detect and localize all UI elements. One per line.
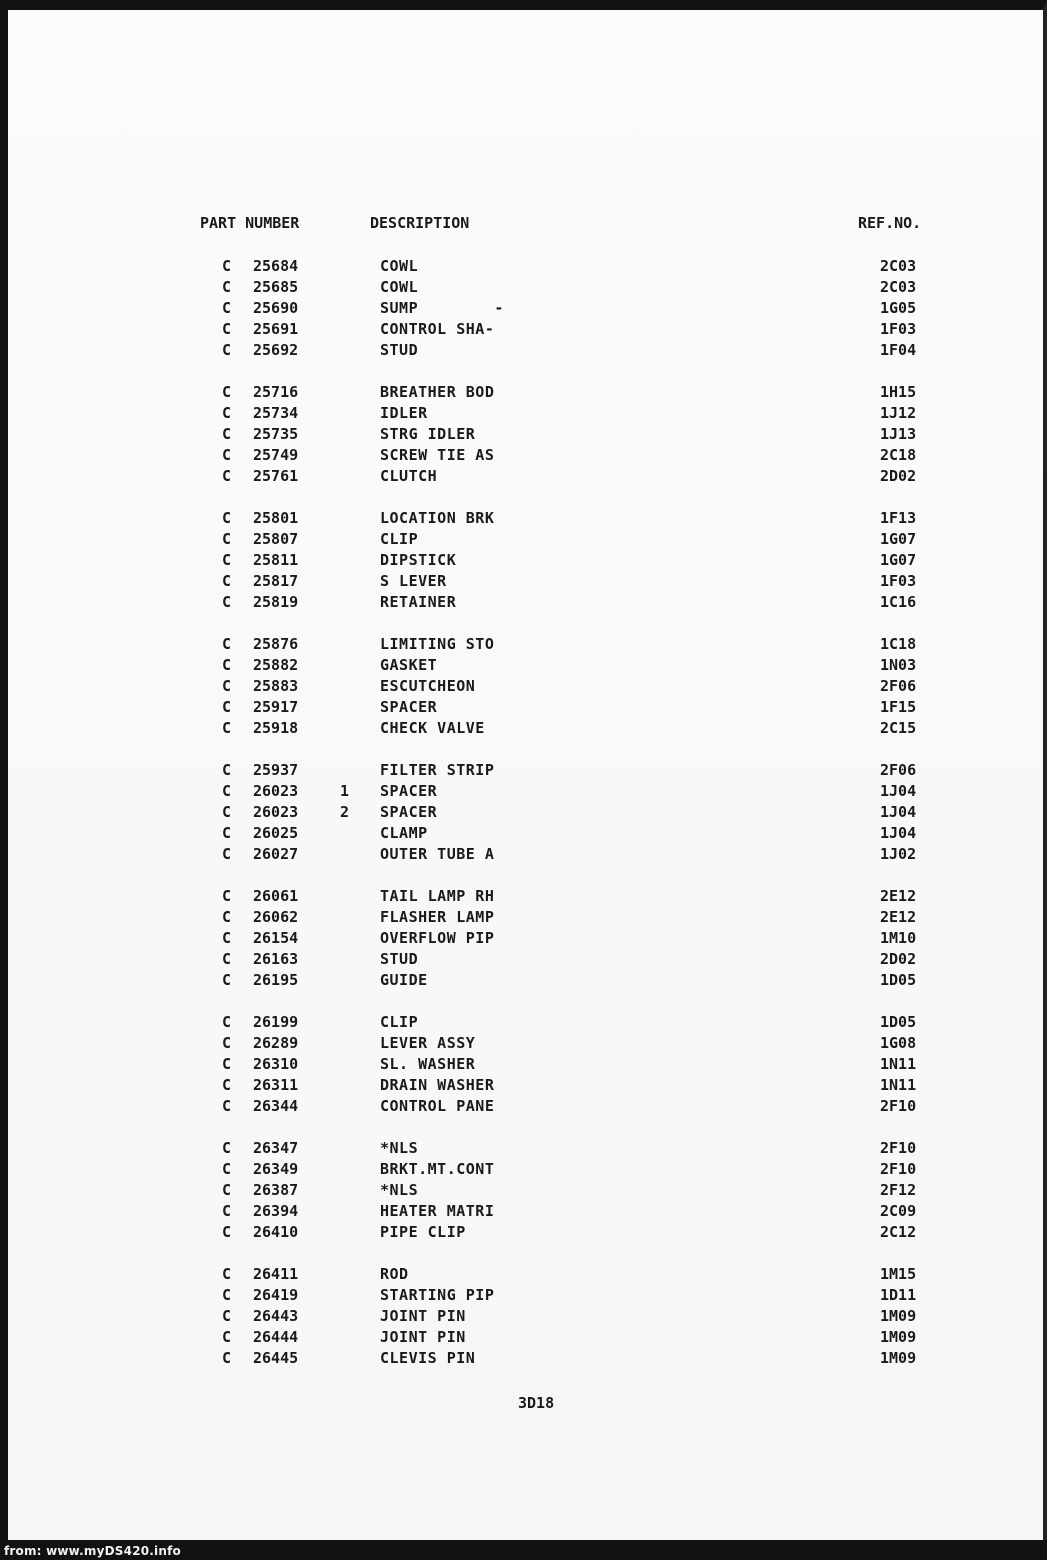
- part-number: 25685: [253, 278, 299, 296]
- part-description: SPACER: [380, 698, 438, 716]
- part-number: 26411: [253, 1265, 299, 1283]
- part-ref-no: 2F10: [880, 1139, 917, 1157]
- part-description: SPACER: [380, 803, 438, 821]
- part-description: STUD: [380, 341, 419, 359]
- table-row: [8, 1306, 1047, 1327]
- part-ref-no: 1J12: [880, 404, 917, 422]
- part-description: *NLS: [380, 1181, 419, 1199]
- table-row: [8, 802, 1047, 823]
- part-prefix: C: [222, 467, 232, 485]
- part-description: *NLS: [380, 1139, 419, 1157]
- part-ref-no: 1F04: [880, 341, 917, 359]
- part-prefix: C: [222, 1286, 232, 1304]
- table-row: [8, 907, 1047, 928]
- part-number: 25692: [253, 341, 299, 359]
- part-prefix: C: [222, 719, 232, 737]
- table-row: [8, 1075, 1047, 1096]
- part-description: PIPE CLIP: [380, 1223, 466, 1241]
- part-ref-no: 1M09: [880, 1349, 917, 1367]
- part-ref-no: 2F10: [880, 1097, 917, 1115]
- part-prefix: C: [222, 1139, 232, 1157]
- page-number: 3D18: [518, 1394, 555, 1412]
- part-number: 26311: [253, 1076, 299, 1094]
- part-number: 25937: [253, 761, 299, 779]
- table-row: [8, 1054, 1047, 1075]
- table-row: [8, 1285, 1047, 1306]
- table-row: [8, 298, 1047, 319]
- part-ref-no: 2C12: [880, 1223, 917, 1241]
- part-prefix: C: [222, 971, 232, 989]
- part-ref-no: 1F13: [880, 509, 917, 527]
- part-prefix: C: [222, 299, 232, 317]
- part-prefix: C: [222, 1181, 232, 1199]
- part-prefix: C: [222, 1202, 232, 1220]
- table-row: [8, 403, 1047, 424]
- part-ref-no: 2E12: [880, 908, 917, 926]
- part-number: 25684: [253, 257, 299, 275]
- part-prefix: C: [222, 1265, 232, 1283]
- table-row: [8, 1033, 1047, 1054]
- part-number: 26289: [253, 1034, 299, 1052]
- part-prefix: C: [222, 845, 232, 863]
- part-description: HEATER MATRI: [380, 1202, 495, 1220]
- part-description: BRKT.MT.CONT: [380, 1160, 495, 1178]
- part-number: 25801: [253, 509, 299, 527]
- part-prefix: C: [222, 446, 232, 464]
- part-number: 26410: [253, 1223, 299, 1241]
- part-ref-no: 1C16: [880, 593, 917, 611]
- part-number: 26023: [253, 803, 299, 821]
- part-prefix: C: [222, 320, 232, 338]
- part-prefix: C: [222, 1307, 232, 1325]
- part-description: LEVER ASSY: [380, 1034, 476, 1052]
- part-number: 26419: [253, 1286, 299, 1304]
- table-row: [8, 886, 1047, 907]
- part-description: GASKET: [380, 656, 438, 674]
- part-prefix: C: [222, 1349, 232, 1367]
- table-row: [8, 592, 1047, 613]
- part-prefix: C: [222, 1055, 232, 1073]
- part-prefix: C: [222, 698, 232, 716]
- part-ref-no: 1J13: [880, 425, 917, 443]
- part-prefix: C: [222, 677, 232, 695]
- part-number: 26199: [253, 1013, 299, 1031]
- part-number: 25807: [253, 530, 299, 548]
- part-ref-no: 1N03: [880, 656, 917, 674]
- part-ref-no: 1N11: [880, 1055, 917, 1073]
- part-ref-no: 1G05: [880, 299, 917, 317]
- part-number: 25817: [253, 572, 299, 590]
- part-ref-no: 1J02: [880, 845, 917, 863]
- part-number: 26025: [253, 824, 299, 842]
- part-ref-no: 2C18: [880, 446, 917, 464]
- header-ref-no: REF.NO.: [858, 214, 922, 232]
- part-description: CLEVIS PIN: [380, 1349, 476, 1367]
- part-number: 26443: [253, 1307, 299, 1325]
- part-number: 26394: [253, 1202, 299, 1220]
- part-ref-no: 1N11: [880, 1076, 917, 1094]
- part-prefix: C: [222, 761, 232, 779]
- part-prefix: C: [222, 278, 232, 296]
- part-sub-number: 2: [340, 803, 350, 821]
- part-description: CLAMP: [380, 824, 428, 842]
- part-description: JOINT PIN: [380, 1328, 466, 1346]
- part-ref-no: 2F06: [880, 677, 917, 695]
- part-description: SCREW TIE AS: [380, 446, 495, 464]
- part-description: STUD: [380, 950, 419, 968]
- part-ref-no: 2D02: [880, 467, 917, 485]
- table-header: [8, 214, 1047, 236]
- table-row: [8, 1222, 1047, 1243]
- part-prefix: C: [222, 1013, 232, 1031]
- part-ref-no: 1M09: [880, 1307, 917, 1325]
- part-number: 25690: [253, 299, 299, 317]
- table-row: [8, 970, 1047, 991]
- table-row: [8, 718, 1047, 739]
- part-prefix: C: [222, 551, 232, 569]
- part-number: 25749: [253, 446, 299, 464]
- part-prefix: C: [222, 593, 232, 611]
- part-number: 26444: [253, 1328, 299, 1346]
- part-number: 25819: [253, 593, 299, 611]
- part-description: SUMP -: [380, 299, 504, 317]
- part-ref-no: 1F03: [880, 320, 917, 338]
- part-ref-no: 2C03: [880, 278, 917, 296]
- part-number: 25761: [253, 467, 299, 485]
- part-number: 26344: [253, 1097, 299, 1115]
- table-row: [8, 571, 1047, 592]
- part-description: GUIDE: [380, 971, 428, 989]
- part-description: STRG IDLER: [380, 425, 476, 443]
- part-description: DRAIN WASHER: [380, 1076, 495, 1094]
- table-row: [8, 256, 1047, 277]
- part-prefix: C: [222, 383, 232, 401]
- part-ref-no: 2E12: [880, 887, 917, 905]
- part-ref-no: 1G07: [880, 530, 917, 548]
- part-number: 25716: [253, 383, 299, 401]
- part-number: 26163: [253, 950, 299, 968]
- part-description: STARTING PIP: [380, 1286, 495, 1304]
- part-description: SPACER: [380, 782, 438, 800]
- part-number: 25918: [253, 719, 299, 737]
- part-description: BREATHER BOD: [380, 383, 495, 401]
- part-prefix: C: [222, 1034, 232, 1052]
- part-number: 26310: [253, 1055, 299, 1073]
- part-description: LOCATION BRK: [380, 509, 495, 527]
- table-row: [8, 655, 1047, 676]
- part-prefix: C: [222, 1328, 232, 1346]
- part-ref-no: 1J04: [880, 803, 917, 821]
- table-row: [8, 634, 1047, 655]
- part-prefix: C: [222, 635, 232, 653]
- part-prefix: C: [222, 929, 232, 947]
- part-number: 26062: [253, 908, 299, 926]
- part-number: 25691: [253, 320, 299, 338]
- footer-source: from: www.myDS420.info: [4, 1544, 181, 1558]
- part-prefix: C: [222, 908, 232, 926]
- part-number: 26023: [253, 782, 299, 800]
- part-description: COWL: [380, 257, 419, 275]
- table-row: [8, 1159, 1047, 1180]
- part-number: 26445: [253, 1349, 299, 1367]
- part-description: DIPSTICK: [380, 551, 457, 569]
- part-number: 25917: [253, 698, 299, 716]
- part-ref-no: 1F03: [880, 572, 917, 590]
- part-description: CHECK VALVE: [380, 719, 485, 737]
- part-number: 25734: [253, 404, 299, 422]
- part-number: 25811: [253, 551, 299, 569]
- part-prefix: C: [222, 257, 232, 275]
- part-number: 26027: [253, 845, 299, 863]
- part-description: OVERFLOW PIP: [380, 929, 495, 947]
- document-page: [8, 10, 1047, 1550]
- table-row: [8, 1012, 1047, 1033]
- part-description: ROD: [380, 1265, 409, 1283]
- table-row: [8, 823, 1047, 844]
- table-row: [8, 760, 1047, 781]
- header-description: DESCRIPTION: [370, 214, 470, 232]
- part-description: CLIP: [380, 1013, 419, 1031]
- part-prefix: C: [222, 425, 232, 443]
- table-row: [8, 424, 1047, 445]
- part-ref-no: 1G07: [880, 551, 917, 569]
- part-description: FLASHER LAMP: [380, 908, 495, 926]
- part-description: JOINT PIN: [380, 1307, 466, 1325]
- part-ref-no: 1M10: [880, 929, 917, 947]
- table-row: [8, 1327, 1047, 1348]
- part-number: 25735: [253, 425, 299, 443]
- part-description: COWL: [380, 278, 419, 296]
- table-row: [8, 277, 1047, 298]
- table-row: [8, 382, 1047, 403]
- part-prefix: C: [222, 1223, 232, 1241]
- part-description: TAIL LAMP RH: [380, 887, 495, 905]
- part-ref-no: 1M09: [880, 1328, 917, 1346]
- part-sub-number: 1: [340, 782, 350, 800]
- part-description: ESCUTCHEON: [380, 677, 476, 695]
- table-row: [8, 466, 1047, 487]
- table-row: [8, 319, 1047, 340]
- part-description: IDLER: [380, 404, 428, 422]
- part-description: CONTROL SHA-: [380, 320, 495, 338]
- part-prefix: C: [222, 887, 232, 905]
- part-ref-no: 1H15: [880, 383, 917, 401]
- part-ref-no: 2C09: [880, 1202, 917, 1220]
- table-row: [8, 844, 1047, 865]
- header-part-number: PART NUMBER: [200, 214, 300, 232]
- part-ref-no: 1D05: [880, 971, 917, 989]
- table-row: [8, 1180, 1047, 1201]
- table-row: [8, 1348, 1047, 1369]
- part-ref-no: 2C15: [880, 719, 917, 737]
- part-description: OUTER TUBE A: [380, 845, 495, 863]
- table-row: [8, 445, 1047, 466]
- part-prefix: C: [222, 656, 232, 674]
- part-prefix: C: [222, 803, 232, 821]
- part-number: 25882: [253, 656, 299, 674]
- part-number: 26347: [253, 1139, 299, 1157]
- part-prefix: C: [222, 1160, 232, 1178]
- part-ref-no: 2C03: [880, 257, 917, 275]
- part-ref-no: 2F12: [880, 1181, 917, 1199]
- table-row: [8, 1096, 1047, 1117]
- table-row: [8, 550, 1047, 571]
- part-ref-no: 1J04: [880, 782, 917, 800]
- table-row: [8, 1264, 1047, 1285]
- part-prefix: C: [222, 1097, 232, 1115]
- table-row: [8, 1201, 1047, 1222]
- part-ref-no: 1J04: [880, 824, 917, 842]
- part-ref-no: 1G08: [880, 1034, 917, 1052]
- table-row: [8, 781, 1047, 802]
- part-prefix: C: [222, 782, 232, 800]
- part-ref-no: 1F15: [880, 698, 917, 716]
- part-ref-no: 2F06: [880, 761, 917, 779]
- part-ref-no: 1C18: [880, 635, 917, 653]
- part-ref-no: 1D11: [880, 1286, 917, 1304]
- part-prefix: C: [222, 509, 232, 527]
- part-description: CONTROL PANE: [380, 1097, 495, 1115]
- part-description: FILTER STRIP: [380, 761, 495, 779]
- part-prefix: C: [222, 530, 232, 548]
- part-number: 26061: [253, 887, 299, 905]
- table-row: [8, 949, 1047, 970]
- table-row: [8, 340, 1047, 361]
- part-prefix: C: [222, 950, 232, 968]
- part-ref-no: 2D02: [880, 950, 917, 968]
- part-description: LIMITING STO: [380, 635, 495, 653]
- part-ref-no: 2F10: [880, 1160, 917, 1178]
- part-number: 26387: [253, 1181, 299, 1199]
- part-number: 26154: [253, 929, 299, 947]
- part-prefix: C: [222, 341, 232, 359]
- table-row: [8, 508, 1047, 529]
- table-row: [8, 676, 1047, 697]
- part-ref-no: 1M15: [880, 1265, 917, 1283]
- part-prefix: C: [222, 824, 232, 842]
- part-description: S LEVER: [380, 572, 447, 590]
- part-prefix: C: [222, 404, 232, 422]
- part-ref-no: 1D05: [880, 1013, 917, 1031]
- part-description: CLUTCH: [380, 467, 438, 485]
- part-description: CLIP: [380, 530, 419, 548]
- part-prefix: C: [222, 572, 232, 590]
- part-description: SL. WASHER: [380, 1055, 476, 1073]
- table-row: [8, 697, 1047, 718]
- table-row: [8, 928, 1047, 949]
- table-row: [8, 1138, 1047, 1159]
- part-prefix: C: [222, 1076, 232, 1094]
- part-number: 25883: [253, 677, 299, 695]
- part-number: 26195: [253, 971, 299, 989]
- table-row: [8, 529, 1047, 550]
- part-number: 25876: [253, 635, 299, 653]
- part-description: RETAINER: [380, 593, 457, 611]
- part-number: 26349: [253, 1160, 299, 1178]
